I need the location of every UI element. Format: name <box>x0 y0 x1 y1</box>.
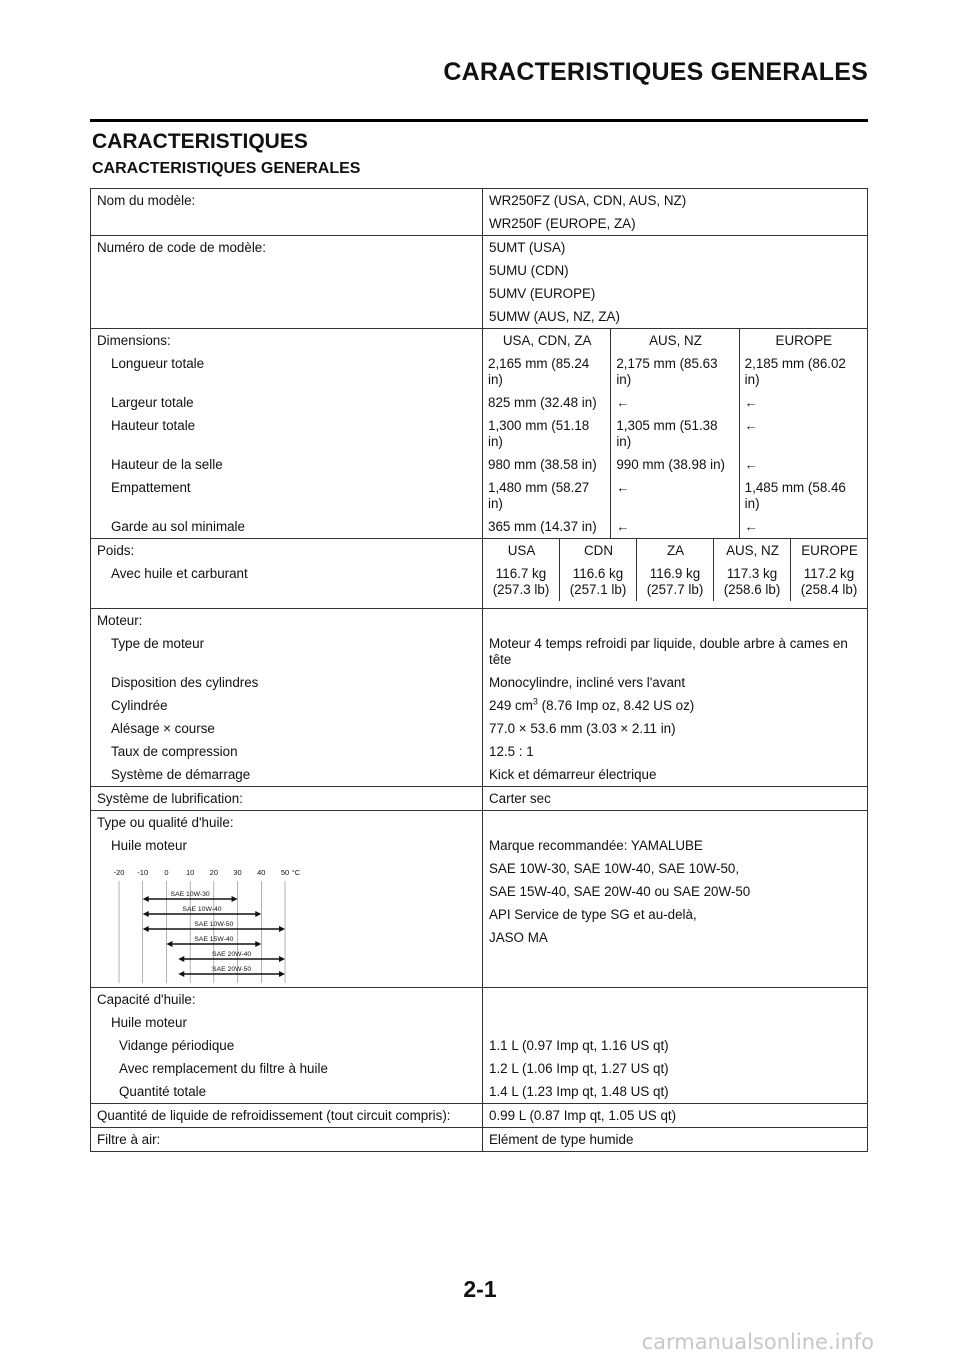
dimension-value: 2,165 mm (85.24 in) <box>488 356 590 387</box>
engine-block <box>91 608 867 786</box>
dimension-value: 365 mm (14.37 in) <box>488 519 597 534</box>
oil-chart-cell <box>91 857 483 987</box>
dimension-value: ← <box>610 515 738 538</box>
chart-tick-label: -20 <box>113 868 125 877</box>
dimension-row <box>91 453 867 476</box>
lubrication-value: Carter sec <box>489 791 551 806</box>
weight-row-label: Avec huile et carburant <box>91 562 483 601</box>
header-rule <box>90 119 868 122</box>
dimension-value: 1,485 mm (58.46 in) <box>739 476 867 515</box>
model-value: WR250F (EUROPE, ZA) <box>489 216 636 231</box>
dimension-value: ← <box>739 414 867 453</box>
page-number: 2-1 <box>463 1276 497 1302</box>
spec-table <box>90 188 868 1152</box>
dimension-row <box>91 414 867 453</box>
dimensions-header: AUS, NZ <box>610 329 738 352</box>
chart-tick-label: 30 <box>233 868 242 877</box>
chart-arrow-right <box>255 941 261 947</box>
oil-viscosity-chart <box>103 865 323 985</box>
oil-capacity-row-label: Quantité totale <box>91 1080 483 1103</box>
engine-label: Moteur: <box>91 609 483 632</box>
chart-arrow-left <box>143 911 149 917</box>
engine-spec-value: 12.5 : 1 <box>489 744 534 759</box>
chart-tick-label: 0 <box>164 868 169 877</box>
weight-value: 116.6 kg (257.1 lb) <box>559 562 636 601</box>
chart-arrow-left <box>178 956 184 962</box>
dimension-value: 1,300 mm (51.18 in) <box>488 418 590 449</box>
dimension-label: Garde au sol minimale <box>91 515 483 538</box>
air-filter-block <box>91 1127 867 1151</box>
dimension-value: ← <box>739 515 867 538</box>
oil-capacity-row-label: Avec remplacement du filtre à huile <box>91 1057 483 1080</box>
dimension-value: 990 mm (38.98 in) <box>610 453 738 476</box>
chart-series-label: SAE 20W-50 <box>212 966 252 973</box>
dimension-row <box>91 515 867 538</box>
subsection-title: CARACTERISTIQUES GENERALES <box>92 160 361 177</box>
weight-header: CDN <box>559 539 636 562</box>
coolant-block <box>91 1103 867 1127</box>
weight-value: 116.9 kg (257.7 lb) <box>636 562 713 601</box>
weight-value: 117.2 kg (258.4 lb) <box>790 562 867 601</box>
dimension-row <box>91 391 867 414</box>
engine-spec-label: Taux de compression <box>91 740 483 763</box>
chart-arrow-left <box>178 971 184 977</box>
air-filter-label: Filtre à air: <box>91 1128 483 1151</box>
dimension-label: Hauteur de la selle <box>91 453 483 476</box>
chart-tick-label: -10 <box>137 868 149 877</box>
oil-type-sub-label: Huile moteur <box>91 834 483 857</box>
chart-series-label: SAE 15W-40 <box>194 936 234 943</box>
dimensions-label: Dimensions: <box>91 329 483 352</box>
dimension-value: 2,185 mm (86.02 in) <box>739 352 867 391</box>
weight-header: AUS, NZ <box>713 539 790 562</box>
dimensions-header: USA, CDN, ZA <box>502 333 592 348</box>
chart-arrow-left <box>143 926 149 932</box>
weight-header: USA <box>507 543 536 558</box>
chart-arrow-right <box>279 971 285 977</box>
model-code-block <box>91 235 867 328</box>
oil-type-value: JASO MA <box>489 930 548 945</box>
oil-type-block <box>91 810 867 987</box>
oil-capacity-value: 1.4 L (1.23 Imp qt, 1.48 US qt) <box>489 1084 669 1099</box>
oil-type-value: SAE 10W-30, SAE 10W-40, SAE 10W-50, <box>489 861 740 876</box>
chart-tick-label: 20 <box>209 868 219 877</box>
dimension-value: 2,175 mm (85.63 in) <box>610 352 738 391</box>
weight-value: 116.7 kg (257.3 lb) <box>492 566 550 597</box>
dimension-value: 1,305 mm (51.38 in) <box>610 414 738 453</box>
model-code-label: Numéro de code de modèle: <box>91 236 483 259</box>
chart-arrow-left <box>143 896 149 902</box>
air-filter-value: Elément de type humide <box>489 1132 634 1147</box>
model-code-value: 5UMV (EUROPE) <box>489 286 596 301</box>
engine-spec-label: Type de moteur <box>91 632 483 671</box>
oil-capacity-block <box>91 987 867 1103</box>
header-title: CARACTERISTIQUES GENERALES <box>443 58 868 86</box>
chart-arrow-right <box>279 926 285 932</box>
chart-arrow-right <box>255 911 261 917</box>
coolant-value: 0.99 L (0.87 Imp qt, 1.05 US qt) <box>489 1108 677 1123</box>
engine-spec-label: Disposition des cylindres <box>91 671 483 694</box>
model-code-value: 5UMU (CDN) <box>489 263 569 278</box>
lubrication-label: Système de lubrification: <box>91 787 483 810</box>
dimension-row <box>91 352 867 391</box>
dimension-label: Hauteur totale <box>91 414 483 453</box>
chart-unit-label: °C <box>291 868 301 877</box>
oil-capacity-label: Capacité d'huile: <box>91 988 483 1011</box>
engine-spec-value: Monocylindre, incliné vers l'avant <box>489 675 686 690</box>
dimension-value: ← <box>610 391 738 414</box>
engine-spec-label: Alésage × course <box>91 717 483 740</box>
dimension-label: Largeur totale <box>91 391 483 414</box>
dimensions-header: EUROPE <box>739 329 867 352</box>
oil-type-value: API Service de type SG et au-delà, <box>489 907 697 922</box>
model-code-value: 5UMT (USA) <box>489 240 566 255</box>
chart-tick-label: 40 <box>257 868 266 877</box>
engine-spec-label: Cylindrée <box>91 694 483 717</box>
model-code-value: 5UMW (AUS, NZ, ZA) <box>489 309 620 324</box>
dimension-value: ← <box>610 476 738 515</box>
dimension-value: 980 mm (38.58 in) <box>488 457 597 472</box>
oil-type-label: Type ou qualité d'huile: <box>91 811 483 834</box>
dimension-row <box>91 476 867 515</box>
dimension-value: ← <box>739 391 867 414</box>
chart-tick-label: 10 <box>185 868 195 877</box>
model-block <box>91 189 867 235</box>
weight-header: EUROPE <box>790 539 867 562</box>
oil-capacity-value: 1.2 L (1.06 Imp qt, 1.27 US qt) <box>489 1061 669 1076</box>
dimension-value: 825 mm (32.48 in) <box>488 395 597 410</box>
weight-label: Poids: <box>91 539 483 562</box>
chart-tick-label: 50 <box>280 868 290 877</box>
weight-header: ZA <box>636 539 713 562</box>
chart-series-label: SAE 10W-40 <box>182 906 222 913</box>
chart-series-label: SAE 20W-40 <box>212 951 252 958</box>
model-value: WR250FZ (USA, CDN, AUS, NZ) <box>489 193 687 208</box>
engine-spec-value: 77.0 × 53.6 mm (3.03 × 2.11 in) <box>489 721 676 736</box>
lubrication-block <box>91 786 867 810</box>
engine-spec-value: Moteur 4 temps refroidi par liquide, double arbre à cames en tête <box>489 636 848 667</box>
section-title: CARACTERISTIQUES <box>92 130 308 153</box>
chart-arrow-right <box>232 896 238 902</box>
engine-spec-label: Système de démarrage <box>91 763 483 786</box>
dimensions-block <box>91 328 867 538</box>
oil-capacity-row-label: Vidange périodique <box>91 1034 483 1057</box>
oil-type-value: SAE 15W-40, SAE 20W-40 ou SAE 20W-50 <box>489 884 751 899</box>
oil-capacity-value: 1.1 L (0.97 Imp qt, 1.16 US qt) <box>489 1038 669 1053</box>
weight-block <box>91 538 867 608</box>
oil-capacity-sub-label: Huile moteur <box>91 1011 483 1034</box>
displacement-value: 249 $cm^3$ (8.76 Imp oz, 8.42 US oz) <box>489 696 695 713</box>
coolant-label: Quantité de liquide de refroidissement (tout circuit compris): <box>91 1104 483 1127</box>
chart-series-label: SAE 10W-30 <box>170 891 210 898</box>
dimension-value: ← <box>739 453 867 476</box>
weight-value: 117.3 kg (258.6 lb) <box>713 562 790 601</box>
dimension-value: 1,480 mm (58.27 in) <box>488 480 590 511</box>
dimension-label: Empattement <box>91 476 483 515</box>
oil-type-value: Marque recommandée: YAMALUBE <box>489 838 703 853</box>
engine-spec-value: Kick et démarreur électrique <box>489 767 657 782</box>
model-label: Nom du modèle: <box>91 189 483 212</box>
dimension-label: Longueur totale <box>91 352 483 391</box>
watermark: carmanualsonline.info <box>641 1330 874 1354</box>
chart-arrow-left <box>166 941 172 947</box>
chart-arrow-right <box>279 956 285 962</box>
chart-series-label: SAE 10W-50 <box>194 921 234 928</box>
